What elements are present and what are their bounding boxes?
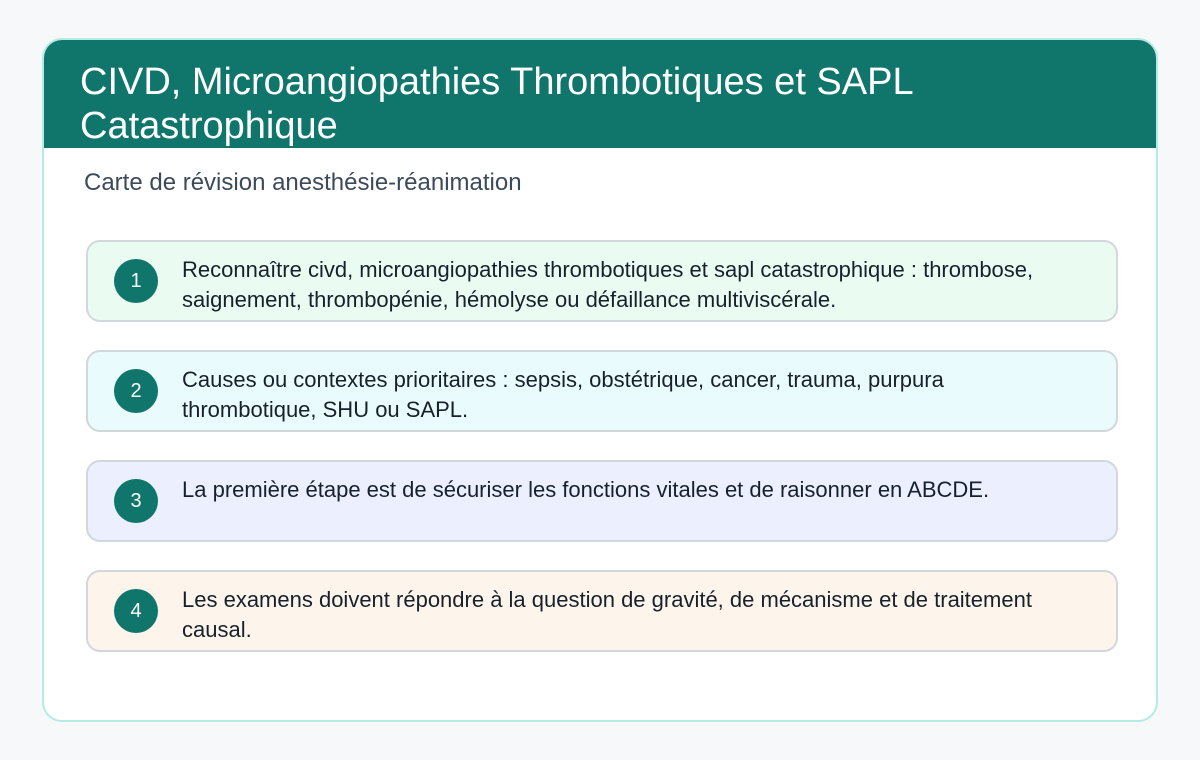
revision-card (42, 38, 1158, 722)
step-number-badge: 1 (114, 259, 158, 303)
list-item-2 (86, 350, 1118, 432)
list-item-3 (86, 460, 1118, 542)
list-item-4 (86, 570, 1118, 652)
list-item-text: Les examens doivent répondre à la question de gravité, de mécanisme et de traitement causal. (182, 587, 1032, 642)
step-number-badge: 2 (114, 369, 158, 413)
list-item-text: Causes ou contextes prioritaires : sepsis, obstétrique, cancer, trauma, purpura thrombotique, SHU ou SAPL. (182, 367, 944, 422)
list-item-text: La première étape est de sécuriser les fonctions vitales et de raisonner en ABCDE. (182, 477, 990, 502)
card-subtitle: Carte de révision anesthésie-réanimation (84, 169, 522, 196)
step-number-badge: 4 (114, 589, 158, 633)
card-header (44, 40, 1156, 148)
list-item-1 (86, 240, 1118, 322)
list-item-text: Reconnaître civd, microangiopathies thrombotiques et sapl catastrophique : thrombose, saignement, thrombopénie, hémolyse ou défaillance multiviscérale. (182, 257, 1034, 312)
step-number-badge: 3 (114, 479, 158, 523)
card-title: CIVD, Microangiopathies Thrombotiques et SAPL Catastrophique (80, 61, 913, 147)
